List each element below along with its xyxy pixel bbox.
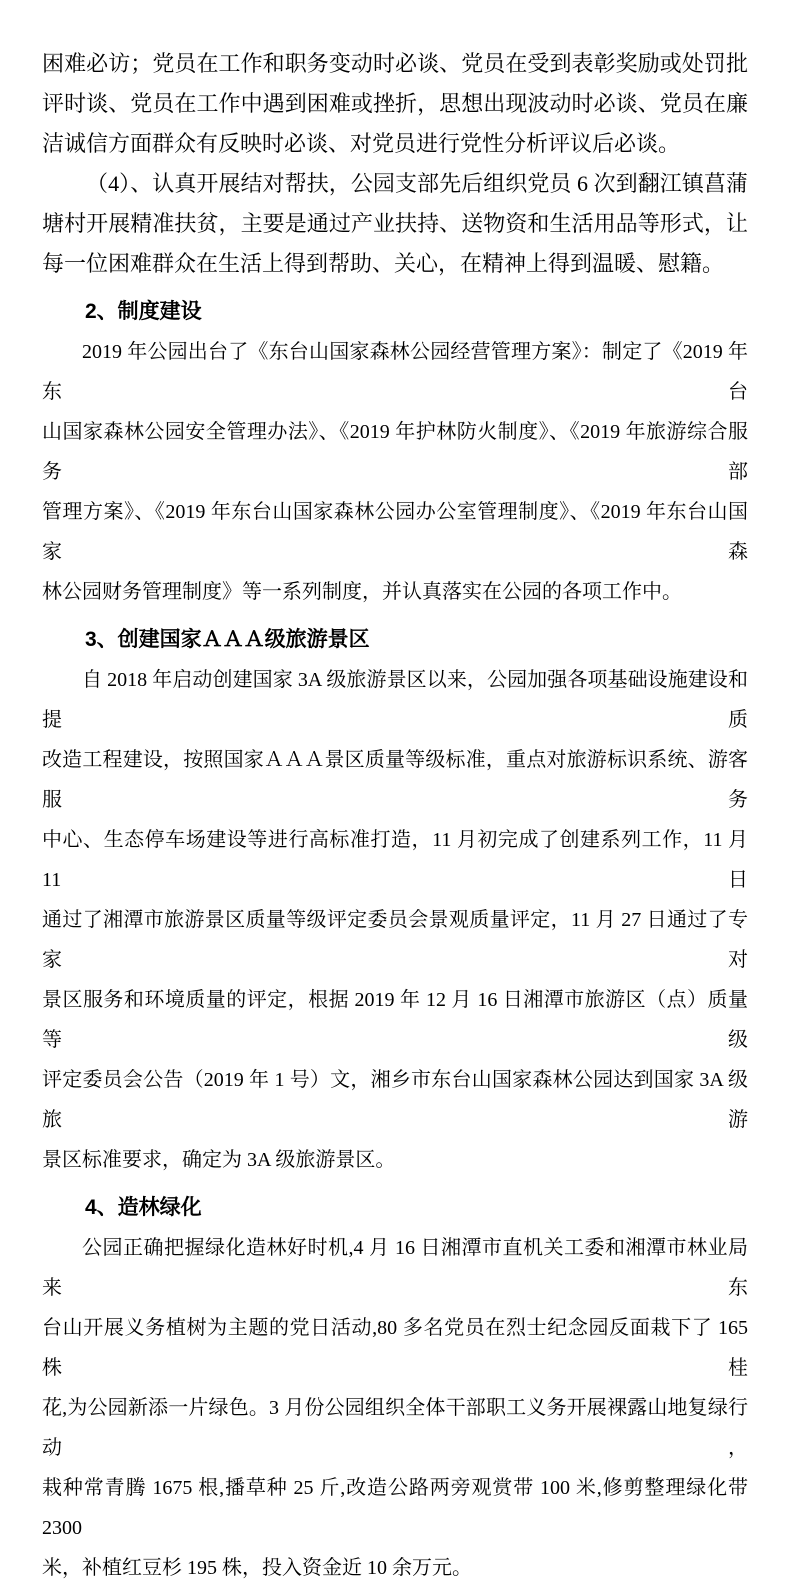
section-heading: 2、制度建设 bbox=[85, 300, 202, 323]
text-line: 林公园财务管理制度》等一系列制度，并认真落实在公园的各项工作中。 bbox=[42, 581, 682, 603]
paragraph bbox=[42, 332, 748, 612]
text-line: 台山开展义务植树为主题的党日活动,80 多名党员在烈士纪念园反面栽下了 165 株桂 bbox=[42, 1317, 748, 1379]
text-line: 景区标准要求，确定为 3A 级旅游景区。 bbox=[42, 1149, 396, 1171]
text-line: 花,为公园新添一片绿色。3 月份公园组织全体干部职工义务开展裸露山地复绿行动， bbox=[42, 1397, 748, 1459]
text-line: 困难必访；党员在工作和职务变动时必谈、党员在受到表彰奖励或处罚批 bbox=[42, 51, 748, 76]
paragraph bbox=[42, 1228, 748, 1588]
text-line: 2019 年公园出台了《东台山国家森林公园经营管理方案》：制定了《2019 年东台 bbox=[42, 341, 748, 403]
text-line: 栽种常青腾 1675 根,播草种 25 斤,改造公路两旁观赏带 100 米,修剪整理绿化带 2300 bbox=[42, 1477, 748, 1539]
text-line: 山国家森林公园安全管理办法》、《2019 年护林防火制度》、《2019 年旅游综合服务部 bbox=[42, 421, 748, 483]
text-line: 评定委员会公告（2019 年 1 号）文，湘乡市东台山国家森林公园达到国家 3A 级旅游 bbox=[42, 1069, 748, 1131]
text-line: （4）、认真开展结对帮扶，公园支部先后组织党员 6 次到翻江镇菖蒲 bbox=[86, 171, 748, 196]
paragraph bbox=[42, 44, 748, 164]
text-line: 改造工程建设，按照国家ＡＡＡ景区质量等级标准，重点对旅游标识系统、游客服务 bbox=[42, 749, 748, 811]
text-line: 塘村开展精准扶贫，主要是通过产业扶持、送物资和生活用品等形式，让 bbox=[42, 211, 748, 236]
text-line: 米，补植红豆杉 195 株，投入资金近 10 余万元。 bbox=[42, 1557, 472, 1579]
text-line: 洁诚信方面群众有反映时必谈、对党员进行党性分析评议后必谈。 bbox=[42, 131, 681, 156]
section-heading: 4、造林绿化 bbox=[85, 1196, 202, 1219]
text-line: 每一位困难群众在生活上得到帮助、关心，在精神上得到温暖、慰籍。 bbox=[42, 251, 725, 276]
section-heading: 3、创建国家ＡＡＡ级旅游景区 bbox=[85, 628, 370, 651]
text-line: 评时谈、党员在工作中遇到困难或挫折，思想出现波动时必谈、党员在廉 bbox=[42, 91, 748, 116]
text-line: 通过了湘潭市旅游景区质量等级评定委员会景观质量评定，11 月 27 日通过了专家对 bbox=[42, 909, 748, 971]
paragraph bbox=[42, 660, 748, 1180]
text-line: 中心、生态停车场建设等进行高标准打造，11 月初完成了创建系列工作，11 月 11 日 bbox=[42, 829, 748, 891]
text-line: 景区服务和环境质量的评定，根据 2019 年 12 月 16 日湘潭市旅游区（点）质量等级 bbox=[42, 989, 748, 1051]
text-line: 自 2018 年启动创建国家 3A 级旅游景区以来，公园加强各项基础设施建设和提质 bbox=[42, 669, 748, 731]
text-line: 管理方案》、《2019 年东台山国家森林公园办公室管理制度》、《2019 年东台山国家森 bbox=[42, 501, 748, 563]
text-line: 公园正确把握绿化造林好时机,4 月 16 日湘潭市直机关工委和湘潭市林业局来东 bbox=[42, 1237, 748, 1299]
paragraph bbox=[42, 164, 748, 284]
